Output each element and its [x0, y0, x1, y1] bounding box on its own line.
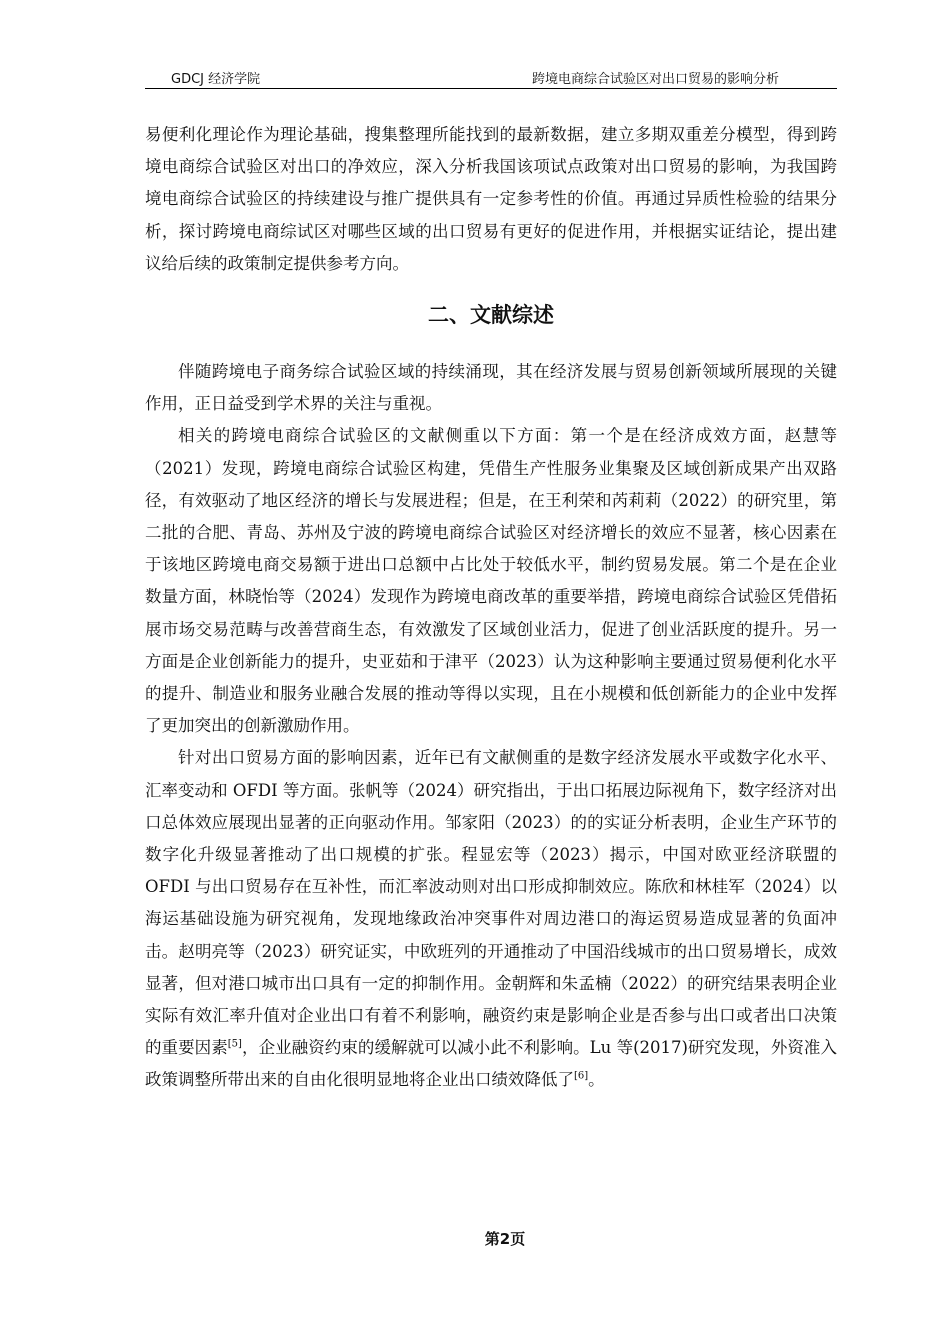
paragraph-3-text-c: 。	[588, 1070, 605, 1090]
paragraph-intro-continued: 易便利化理论作为理论基础，搜集整理所能找到的最新数据，建立多期双重差分模型，得到跨境电商综合试验区对出口的净效应，深入分析我国该项试点政策对出口贸易的影响，为我国跨境电商综合试验区的持续建设与推广提供具有一定参考性的价值。再通过异质性检验的结果分析，探讨跨境电商综试区对哪些区域的出口贸易有更好的促进作用，并根据实证结论，提出建议给后续的政策制定提供参考方向。	[145, 125, 837, 273]
citation-ref-5[interactable]: [5]	[227, 1038, 242, 1050]
paragraph-3	[145, 742, 837, 1096]
header-paper-title: 跨境电商综合试验区对出口贸易的影响分析	[531, 72, 779, 87]
page-number: 第2页	[484, 1230, 526, 1248]
header-institution: GDCJ 经济学院	[171, 72, 261, 87]
section-heading: 二、文献综述	[428, 303, 554, 328]
page-header	[145, 66, 837, 89]
paragraph-1: 伴随跨境电子商务综合试验区域的持续涌现，其在经济发展与贸易创新领域所展现的关键作用，正日益受到学术界的关注与重视。	[145, 362, 837, 414]
citation-ref-6[interactable]: [6]	[574, 1070, 589, 1082]
paragraph-3-text-b: ，企业融资约束的缓解就可以减小此不利影响。Lu 等(2017)研究发现，外资准入政策调整所带出来的自由化很明显地将企业出口绩效降低了	[145, 1038, 837, 1090]
paragraph-2: 相关的跨境电商综合试验区的文献侧重以下方面：第一个是在经济成效方面，赵慧等（2021）发现，跨境电商综合试验区构建，凭借生产性服务业集聚及区域创新成果产出双路径，有效驱动了地区经济的增长与发展进程；但是，在王利荣和芮莉莉（2022）的研究里，第二批的合肥、青岛、苏州及宁波的跨境电商综合试验区对经济增长的效应不显著，核心因素在于该地区跨境电商交易额于进出口总额中占比处于较低水平，制约贸易发展。第二个是在企业数量方面，林晓怡等（2024）发现作为跨境电商改革的重要举措，跨境电商综合试验区凭借拓展市场交易范畴与改善营商生态，有效激发了区域创业活力，促进了创业活跃度的提升。另一方面是企业创新能力的提升，史亚茹和于津平（2023）认为这种影响主要通过贸易便利化水平的提升、制造业和服务业融合发展的推动等得以实现，且在小规模和低创新能力的企业中发挥了更加突出的创新激励作用。	[145, 426, 837, 736]
body-text	[145, 119, 837, 1097]
paragraph-3-text-a: 针对出口贸易方面的影响因素，近年已有文献侧重的是数字经济发展水平或数字化水平、汇率变动和 OFDI 等方面。张帆等（2024）研究指出，于出口拓展边际视角下，数字经济对出口总体效应展现出显著的正向驱动作用。邹家阳（2023）的的实证分析表明，企业生产环节的数字化升级显著推动了出口规模的扩张。程显宏等（2023）揭示，中国对欧亚经济联盟的 OFDI 与出口贸易存在互补性，而汇率波动则对出口形成抑制效应。陈欣和林桂军（2024）以海运基础设施为研究视角，发现地缘政治冲突事件对周边港口的海运贸易造成显著的负面冲击。赵明亮等（2023）研究证实，中欧班列的开通推动了中国沿线城市的出口贸易增长，成效显著，但对港口城市出口具有一定的抑制作用。金朝辉和朱孟楠（2022）的研究结果表明企业实际有效汇率升值对企业出口有着不利影响，融资约束是影响企业是否参与出口或者出口决策的重要因素	[145, 748, 837, 1058]
